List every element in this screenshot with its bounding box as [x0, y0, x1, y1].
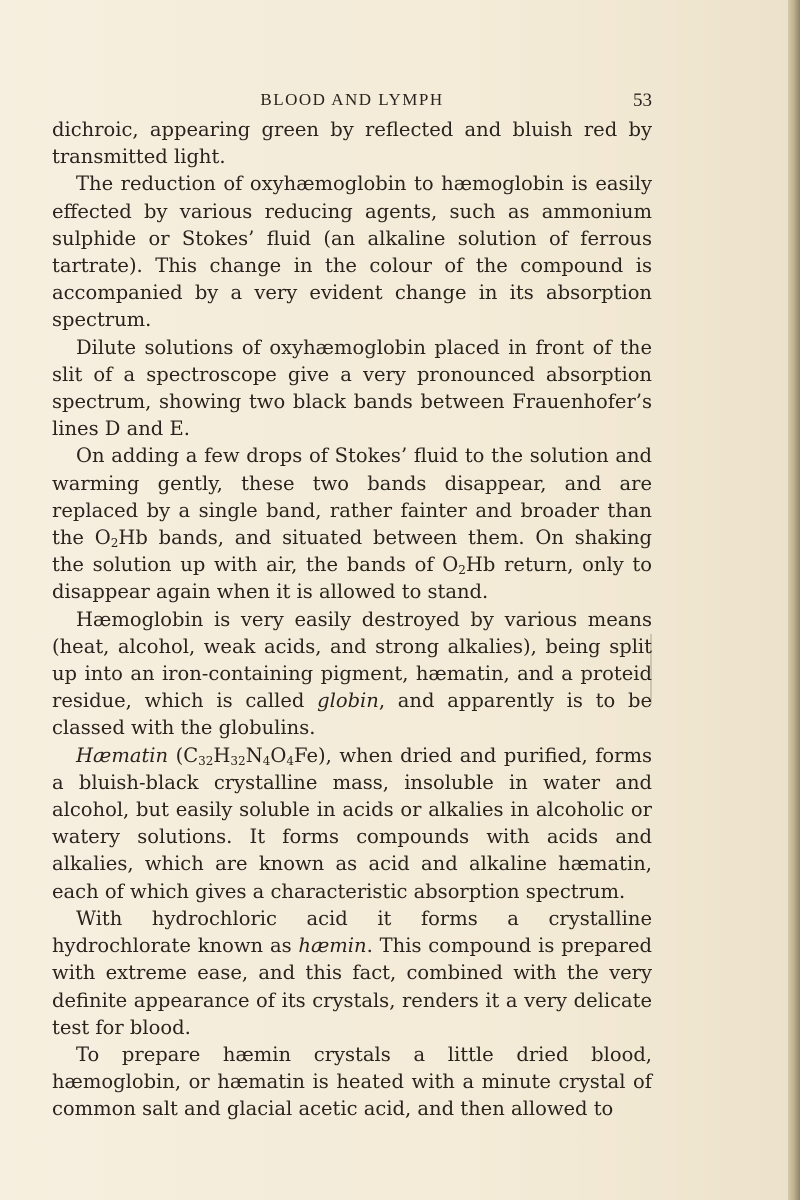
page-number: 53 — [633, 90, 652, 111]
body-text — [52, 116, 652, 1123]
paragraph: To prepare hæmin crystals a little dried blood, hæmoglobin, or hæmatin is heated with a minute crystal of common salt and glacial acetic acid, and then allowed to — [52, 1042, 652, 1121]
paragraph: With hydrochloric acid it forms a crystalline hydrochlorate known as hæmin. This compound is prepared with extreme ease, and this fact, combined with the very definite appearance of its crystals, renders it a very delicate test for blood. — [52, 906, 652, 1039]
paragraph: dichroic, appearing green by reflected and bluish red by transmitted light. — [52, 118, 652, 169]
paragraph: Hæmoglobin is very easily destroyed by various means (heat, alcohol, weak acids, and strong alkalies), being split up into an iron-containing pigment, hæmatin, and a proteid residue, which is called globin, and apparently is to be classed with the globulins. — [52, 607, 652, 740]
page-edge — [788, 0, 800, 1200]
running-head: BLOOD AND LYMPH — [260, 90, 444, 109]
page-header — [52, 90, 652, 114]
paragraph: Hæmatin $(C_{32}H_{32}N_4O_4Fe)$, when dried and purified, forms a bluish-black crystalline mass, insoluble in water and alcohol, but easily soluble in acids or alkalies in alcoholic or watery solutions. It forms compounds with acids and alkalies, which are known as acid and alkaline hæmatin, each of which gives a characteristic absorption spectrum. — [52, 743, 652, 903]
paragraph: On adding a few drops of Stokes’ fluid to the solution and warming gently, these two bands disappear, and are replaced by a single band, rather fainter and broader than the $O_2Hb$ bands, and situated between them. On shaking the solution up with air, the bands of $O_2Hb$ return, only to disappear again when it is allowed to stand. — [52, 444, 653, 604]
paragraph: Dilute solutions of oxyhæmoglobin placed in front of the slit of a spectroscope give a very pronounced absorption spectrum, showing two black bands between Frauenhofer’s lines D and E. — [52, 335, 652, 441]
paragraph: The reduction of oxyhæmoglobin to hæmoglobin is easily effected by various reducing agents, such as ammonium sulphide or Stokes’ fluid (an alkaline solution of ferrous tartrate). This change in the colour of the compound is accompanied by a very evident change in its absorption spectrum. — [52, 172, 652, 332]
